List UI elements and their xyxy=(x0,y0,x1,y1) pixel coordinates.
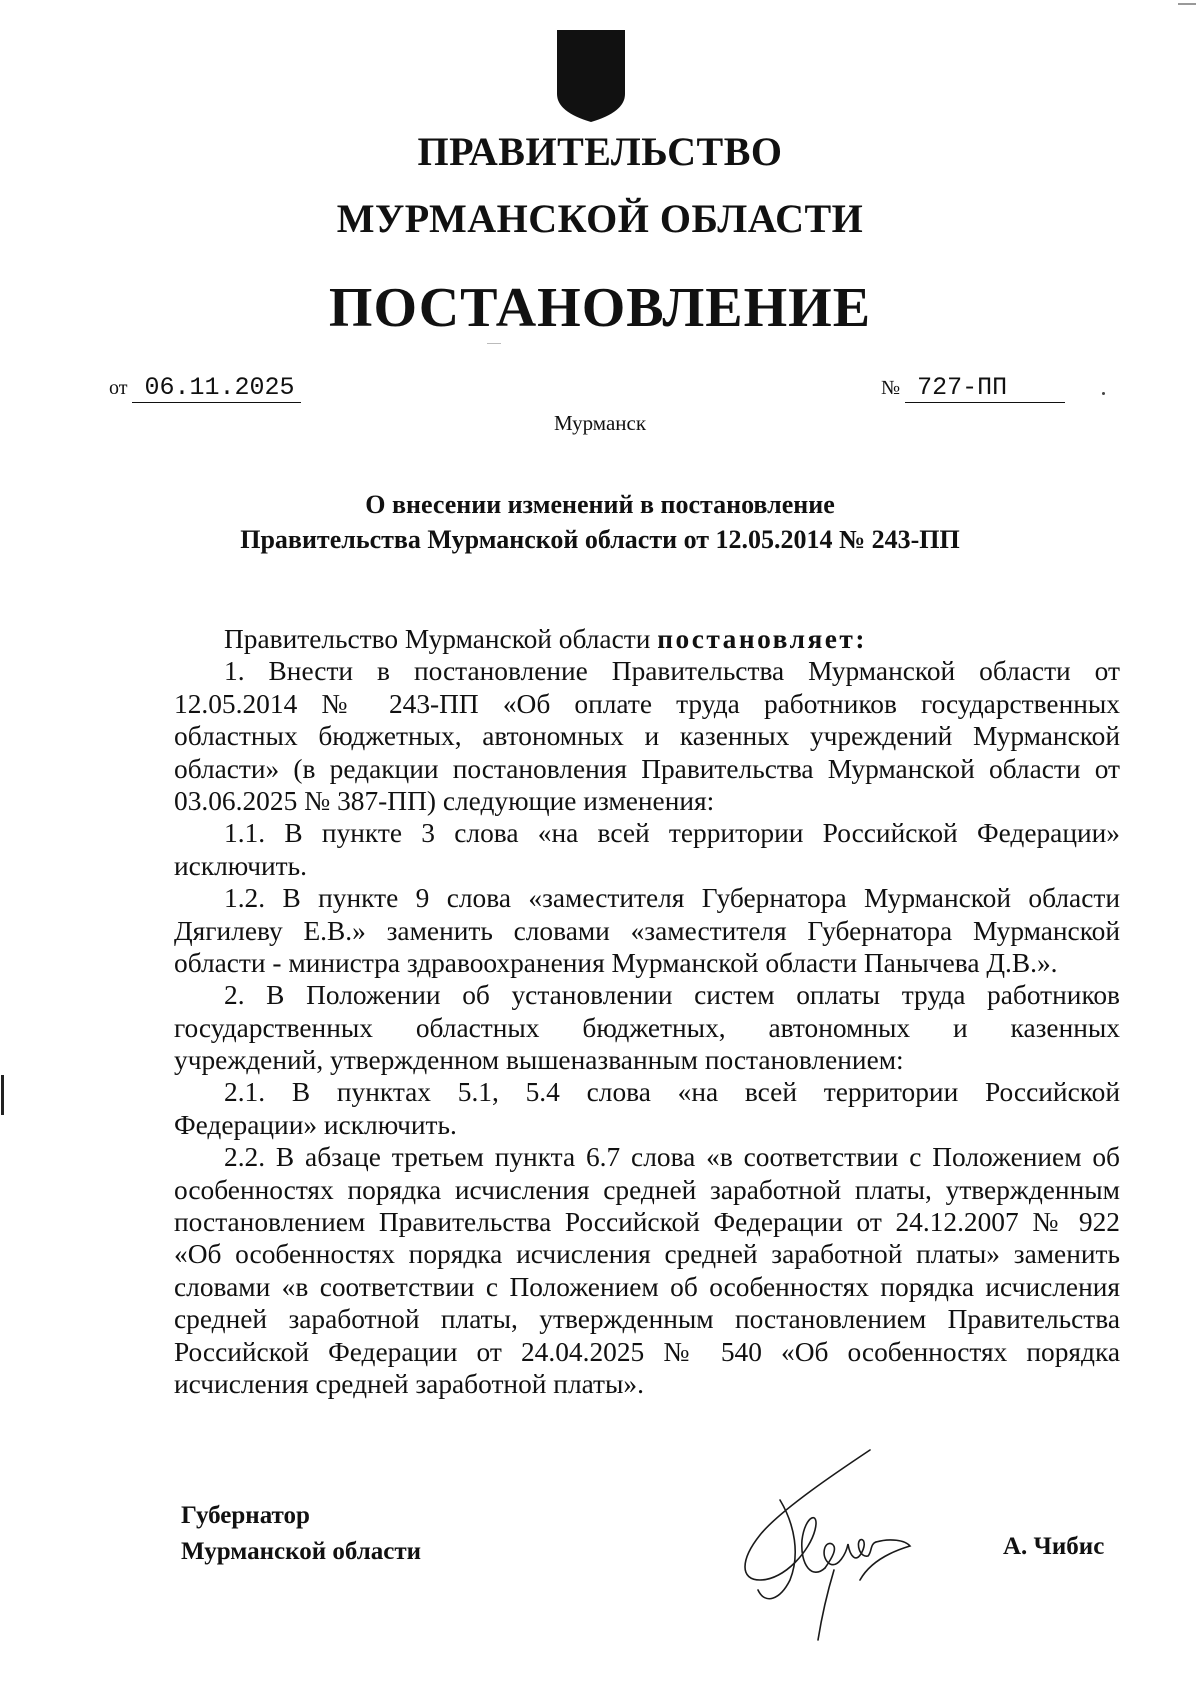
body-line: учреждений, утвержденном вышеназванным постановлением: xyxy=(174,1045,904,1076)
body-line: постановлением Правительства Российской Федерации от 24.12.2007 № 922 xyxy=(174,1207,1120,1238)
body-line: Дягилеву Е.В.» заменить словами «заместителя Губернатора Мурманской xyxy=(174,915,1120,946)
body-line: словами «в соответствии с Положением об особенностях порядка исчисления xyxy=(174,1271,1120,1302)
signatory-title-1: Губернатор xyxy=(181,1502,310,1529)
body-line: исключить. xyxy=(174,850,307,881)
scan-artifact xyxy=(1,1075,4,1115)
body-line: «Об особенностях порядка исчисления средней заработной платы» заменить xyxy=(174,1239,1120,1270)
coat-of-arms-emblem xyxy=(551,28,631,124)
document-body xyxy=(174,623,1120,1400)
region-title: МУРМАНСКОЙ ОБЛАСТИ xyxy=(336,196,864,241)
body-line: особенностях порядка исчисления средней заработной платы, утвержденным xyxy=(174,1174,1120,1205)
body-line: 03.06.2025 № 387-ПП) следующие изменения: xyxy=(174,785,715,816)
intro-text: Правительство Мурманской области xyxy=(224,624,651,654)
city: Мурманск xyxy=(553,411,647,435)
intro-resolves: постановляет: xyxy=(657,624,867,654)
signatory-name: А. Чибис xyxy=(1003,1533,1105,1560)
document-type: ПОСТАНОВЛЕНИЕ xyxy=(328,277,872,339)
body-line: средней заработной платы, утвержденным постановлением Правительства xyxy=(174,1304,1120,1335)
scan-artifact xyxy=(1102,392,1105,395)
body-line: 1. Внести в постановление Правительства Мурманской области от xyxy=(224,656,1120,687)
body-line: 2.2. В абзаце третьем пункта 6.7 слова «в соответствии с Положением об xyxy=(224,1142,1120,1173)
number-prefix: № xyxy=(881,377,901,399)
body-line: 1.2. В пункте 9 слова «заместителя Губернатора Мурманской области xyxy=(224,883,1120,914)
body-line: областных бюджетных, автономных и казенных учреждений Мурманской xyxy=(174,721,1120,752)
date-value: 06.11.2025 xyxy=(132,373,300,403)
document-date xyxy=(109,373,301,403)
body-line: 1.1. В пункте 3 слова «на всей территории Российской Федерации» xyxy=(224,818,1120,849)
body-line: Федерации» исключить. xyxy=(174,1109,457,1140)
number-value: 727-ПП xyxy=(905,373,1065,403)
body-line: области - министра здравоохранения Мурманской области Панычева Д.В.». xyxy=(174,947,1058,978)
scan-artifact xyxy=(1178,3,1196,5)
subject-line-2: Правительства Мурманской области от 12.05.2014 № 243-ПП xyxy=(240,525,960,554)
body-line: 2. В Положении об установлении систем оплаты труда работников xyxy=(224,980,1120,1011)
handwritten-signature xyxy=(720,1440,940,1660)
scan-artifact xyxy=(487,343,501,344)
signatory-title-2: Мурманской области xyxy=(181,1538,422,1565)
government-title: ПРАВИТЕЛЬСТВО xyxy=(417,129,783,174)
intro-line xyxy=(174,623,1120,655)
body-line: 12.05.2014 № 243-ПП «Об оплате труда работников государственных xyxy=(174,688,1120,719)
body-line: исчисления средней заработной платы». xyxy=(174,1368,644,1399)
body-line: государственных областных бюджетных, автономных и казенных xyxy=(174,1012,1120,1043)
date-prefix: от xyxy=(109,377,128,399)
body-line: 2.1. В пунктах 5.1, 5.4 слова «на всей территории Российской xyxy=(224,1077,1120,1108)
body-line: области» (в редакции постановления Правительства Мурманской области от xyxy=(174,753,1120,784)
body-line: Российской Федерации от 24.04.2025 № 540 «Об особенностях порядка xyxy=(174,1336,1120,1367)
document-number xyxy=(881,373,1065,403)
subject-line-1: О внесении изменений в постановление xyxy=(365,490,835,519)
